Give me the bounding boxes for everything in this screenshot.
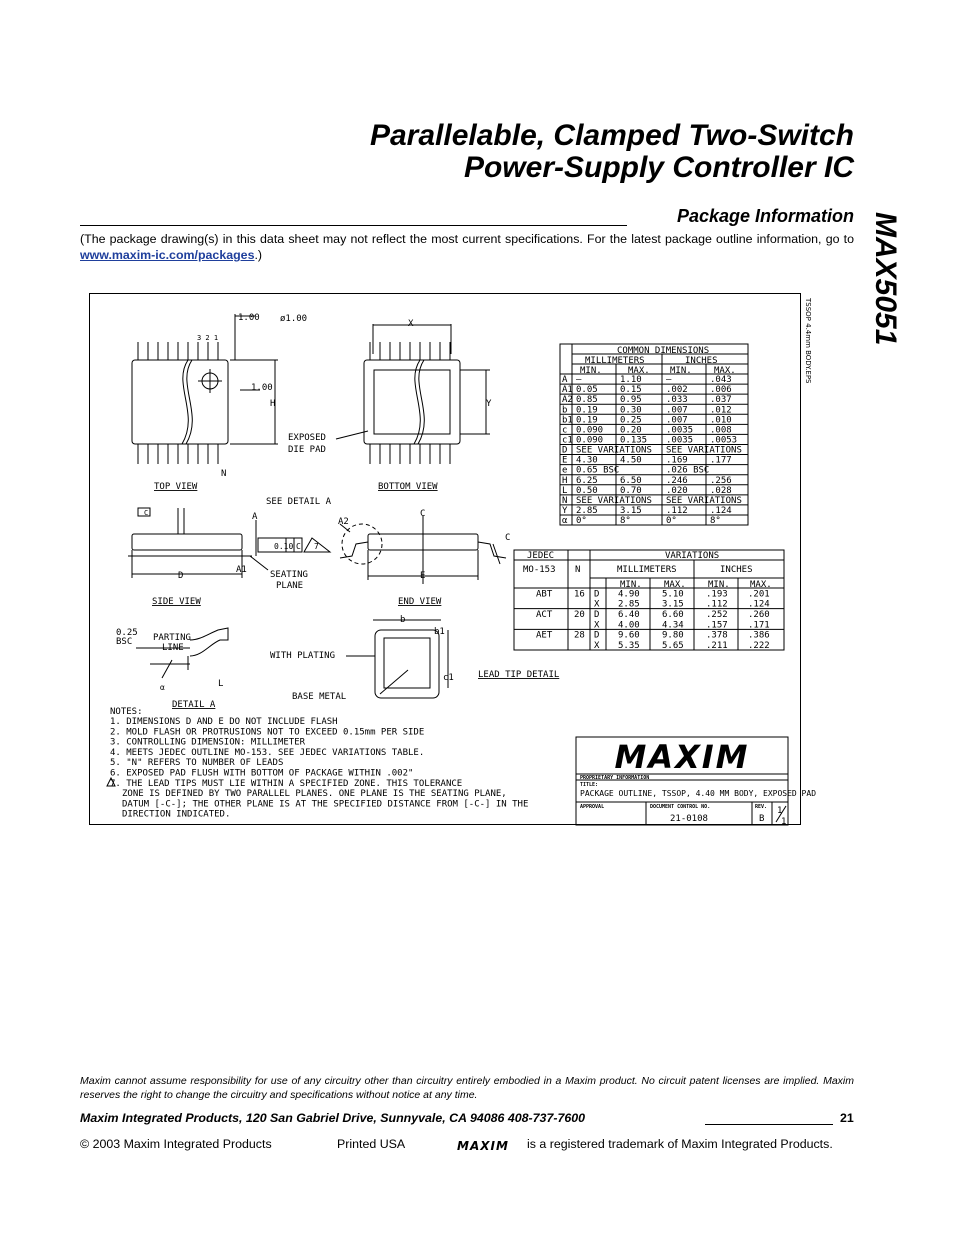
common-dims-cell: L — [562, 485, 568, 496]
common-dims-cell: .012 — [710, 405, 732, 416]
common-dims-cell: SEE VARIATIONS — [576, 495, 652, 506]
common-dims-cell: c — [562, 425, 568, 436]
label-b1: b1 — [434, 627, 445, 637]
side-view-c-box: C — [144, 509, 149, 517]
common-dims-cell: .112 — [666, 505, 688, 516]
eps-side-label — [804, 297, 812, 384]
variations-cell: 5.35 — [618, 640, 640, 651]
variations-cell: .157 — [706, 620, 728, 631]
common-dims-cell: .033 — [666, 395, 688, 406]
common-dims-cell: 0.50 — [576, 485, 598, 496]
variations-cell: 16 — [574, 589, 585, 600]
common-dims-cell: 0.05 — [576, 385, 598, 396]
maxim-logo-small — [457, 1139, 521, 1151]
package-drawing-svg — [90, 294, 817, 827]
title-line-1: Parallelable, Clamped Two-Switch — [369, 119, 854, 152]
variations-cell: .386 — [748, 630, 770, 641]
note-line: 5. "N" REFERS TO NUMBER OF LEADS — [110, 758, 284, 769]
common-dims-cell: 2.85 — [576, 505, 598, 516]
common-dims-cell: 0.85 — [576, 395, 598, 406]
doc-control-label: DOCUMENT CONTROL NO. — [650, 804, 711, 810]
variations-cell: 2.85 — [618, 599, 640, 610]
variations-cell: 5.65 — [662, 640, 684, 651]
variations-cell: .211 — [706, 640, 728, 651]
common-dims-cell: .043 — [710, 375, 732, 386]
part-number-sidebar — [868, 212, 908, 382]
approval-label: APPROVAL — [580, 804, 605, 810]
common-dims-cell: — — [576, 375, 582, 386]
variations-cell: AET — [536, 630, 553, 641]
common-dims-h0: MIN. — [580, 366, 602, 376]
common-dims-cell: SEE VARIATIONS — [666, 495, 742, 506]
variations-rows — [514, 589, 784, 651]
package-drawing — [89, 293, 817, 827]
common-dims-cell: 0.95 — [620, 395, 642, 406]
common-dims-cell: .008 — [710, 425, 732, 436]
variations-cell: X — [594, 599, 600, 610]
base-metal-label: BASE METAL — [292, 692, 347, 702]
common-dims-rows — [560, 375, 748, 526]
common-dims-cell: .0035 — [666, 435, 694, 446]
variations-cell: D — [594, 609, 600, 620]
variations-cell: .171 — [748, 620, 770, 631]
common-dims-cell: .037 — [710, 395, 732, 406]
common-dims-cell: 0.30 — [620, 405, 642, 416]
packages-link[interactable]: www.maxim-ic.com/packages — [80, 248, 255, 262]
with-plating-label: WITH PLATING — [270, 651, 336, 661]
dim-1-00-b: 1.00 — [251, 383, 273, 393]
variations-mo: MO-153 — [523, 565, 556, 575]
side-view-label: SIDE VIEW — [152, 597, 201, 607]
common-dims-cell: .007 — [666, 405, 688, 416]
common-dims-cell: A1 — [562, 385, 573, 396]
label-C-end: C — [505, 533, 511, 543]
maxim-logo-small-text: MAXIM — [457, 1139, 509, 1153]
maxim-logo: MAXIM — [614, 738, 750, 776]
title-label: TITLE: — [580, 782, 599, 788]
common-dims-cell: .0035 — [666, 425, 694, 436]
dim-0-25: 0.25 — [116, 628, 138, 638]
common-dims-h2: MIN. — [670, 366, 692, 376]
label-N: N — [221, 469, 227, 479]
label-E: E — [420, 571, 426, 581]
lead-tip-drawing — [346, 620, 448, 698]
common-dims-cell: — — [666, 375, 672, 386]
label-CL: C — [420, 509, 426, 519]
seating-label: SEATING — [270, 570, 308, 580]
variations-mm: MILLIMETERS — [617, 565, 677, 575]
variations-h1: MAX. — [664, 580, 686, 590]
common-dims-cell: .169 — [666, 455, 688, 466]
pin-numbers: 3 2 1 — [197, 334, 219, 342]
common-dims-cell: A2 — [562, 395, 573, 406]
label-alpha: α — [160, 683, 165, 692]
note-7-flag: 7 — [314, 542, 319, 551]
common-dims-cell: 0.090 — [576, 425, 604, 436]
variations-cell: X — [594, 640, 600, 651]
rev-label: REV. — [755, 804, 768, 810]
sheet-num: 1 — [777, 806, 783, 816]
common-dims-cell: 6.50 — [620, 475, 642, 486]
variations-cell: .252 — [706, 609, 728, 620]
note-line: 6. EXPOSED PAD FLUSH WITH BOTTOM OF PACKAGE WITHIN .002" — [110, 768, 414, 779]
label-A1: A1 — [236, 565, 247, 575]
common-dims-cell: e — [562, 465, 568, 476]
common-dims-cell: 0.25 — [620, 415, 642, 426]
variations-cell: ABT — [536, 589, 553, 600]
variations-cell: D — [594, 589, 600, 600]
see-detail-label: SEE DETAIL A — [266, 497, 332, 507]
page-title — [370, 120, 854, 184]
common-dims-cell: 1.10 — [620, 375, 642, 386]
common-dims-cell: 0.70 — [620, 485, 642, 496]
common-dims-cell: .006 — [710, 385, 732, 396]
note-line: DIRECTION INDICATED. — [122, 809, 231, 820]
variations-cell: 4.34 — [662, 620, 684, 631]
common-dims-title: COMMON DIMENSIONS — [617, 346, 710, 356]
variations-cell: 4.00 — [618, 620, 640, 631]
label-b: b — [400, 615, 406, 625]
variations-cell: .124 — [748, 599, 770, 610]
notes-block — [107, 707, 528, 820]
note-line: 4. MEETS JEDEC OUTLINE MO-153. SEE JEDEC VARIATIONS TABLE. — [110, 747, 425, 758]
common-dims-cell: D — [562, 445, 568, 456]
common-dims-cell: 0.19 — [576, 405, 598, 416]
common-dims-cell: α — [562, 516, 568, 527]
parting-label: PARTING — [153, 633, 191, 643]
common-dims-cell: 4.50 — [620, 455, 642, 466]
common-dims-cell: 6.25 — [576, 475, 598, 486]
common-dims-cell: .002 — [666, 385, 688, 396]
package-title: PACKAGE OUTLINE, TSSOP, 4.40 MM BODY, EXPOSED PAD — [580, 789, 817, 798]
common-dims-cell: .010 — [710, 415, 732, 426]
variations-inch: INCHES — [720, 565, 753, 575]
note-line: 2. MOLD FLASH OR PROTRUSIONS NOT TO EXCEED 0.15mm PER SIDE — [110, 727, 425, 738]
variations-cell: 6.40 — [618, 609, 640, 620]
section-title: Package Information — [676, 206, 854, 226]
variations-h3: MAX. — [750, 580, 772, 590]
common-dims-cell: A — [562, 375, 568, 386]
tolerance-datum: C — [296, 542, 301, 551]
variations-cell: .201 — [748, 589, 770, 600]
page-number: 21 — [840, 1111, 854, 1125]
label-H: H — [270, 399, 276, 409]
disclaimer: Maxim cannot assume responsibility for use of any circuitry other than circuitry entirely embodied in a Maxim product. No circuit patent licenses are implied. Maxim reserves the right to change the circuitry and specifications without notice at any time. — [80, 1075, 854, 1101]
note-line: ZONE IS DEFINED BY TWO PARALLEL PLANES. ONE PLANE IS THE SEATING PLANE, — [122, 789, 507, 800]
rev-value: B — [759, 814, 765, 824]
variations-h0: MIN. — [620, 580, 642, 590]
variations-cell: .222 — [748, 640, 770, 651]
common-dims-cell: 8° — [710, 516, 721, 527]
common-dims-cell: SEE VARIATIONS — [666, 445, 742, 456]
common-dims-cell: 4.30 — [576, 455, 598, 466]
common-dims-cell: b — [562, 405, 568, 416]
common-dims-cell: b1 — [562, 415, 573, 426]
common-dims-cell: E — [562, 455, 568, 466]
doc-control-number: 21-0108 — [670, 814, 708, 824]
common-dims-cell: .0053 — [710, 435, 738, 446]
common-dims-cell: N — [562, 495, 568, 506]
common-dims-cell: .007 — [666, 415, 688, 426]
variations-cell: ACT — [536, 609, 553, 620]
common-dims-cell: 0° — [576, 516, 587, 527]
tolerance-value: 0.10 — [274, 542, 294, 551]
note-line: 3. CONTROLLING DIMENSION: MILLIMETER — [110, 737, 306, 748]
common-dims-cell: .124 — [710, 505, 732, 516]
common-dims-cell: 0.19 — [576, 415, 598, 426]
variations-cell: D — [594, 630, 600, 641]
common-dims-cell: 3.15 — [620, 505, 642, 516]
section-rule — [80, 225, 627, 226]
variations-cell: 9.60 — [618, 630, 640, 641]
line-label: LINE — [162, 643, 184, 653]
note-line: 7. THE LEAD TIPS MUST LIE WITHIN A SPECIFIED ZONE. THIS TOLERANCE — [110, 778, 463, 789]
end-view-label: END VIEW — [398, 597, 442, 607]
label-D: D — [178, 571, 184, 581]
variations-cell: 28 — [574, 630, 585, 641]
bottom-view-drawing — [336, 324, 490, 444]
detail-a-label: DETAIL A — [172, 700, 216, 710]
variations-h2: MIN. — [708, 580, 730, 590]
common-dims-cell: H — [562, 475, 568, 486]
top-view-label: TOP VIEW — [154, 482, 198, 492]
title-line-2: Power-Supply Controller IC — [463, 151, 854, 184]
note-line: DATUM [-C-]; THE OTHER PLANE IS AT THE SPECIFIED DISTANCE FROM [-C-] IN THE — [122, 799, 529, 810]
part-number: MAX5051 — [869, 212, 902, 346]
exposed-pad-label: EXPOSED — [288, 433, 326, 443]
note-line: 1. DIMENSIONS D AND E DO NOT INCLUDE FLASH — [110, 717, 338, 727]
common-dims-cell: 0° — [666, 516, 677, 527]
common-dims-cell: .256 — [710, 475, 732, 486]
variations-cell: .378 — [706, 630, 728, 641]
common-dims-cell: 0.135 — [620, 435, 648, 446]
variations-cell: 3.15 — [662, 599, 684, 610]
variations-cell: 9.80 — [662, 630, 684, 641]
common-dims-cell: SEE VARIATIONS — [576, 445, 652, 456]
common-dims-cell: .028 — [710, 485, 732, 496]
common-dims-h3: MAX. — [714, 366, 736, 376]
notes-heading: NOTES: — [110, 707, 143, 717]
variations-cell: .112 — [706, 599, 728, 610]
intro-text: (The package drawing(s) in this data sheet may not reflect the most current specifications. For the latest package outline information, go to — [80, 232, 854, 246]
label-A2: A2 — [338, 517, 349, 527]
bsc-label: BSC — [116, 637, 133, 647]
common-dims-mm: MILLIMETERS — [585, 356, 645, 366]
variations-table — [514, 550, 784, 651]
common-dims-cell: 0.65 BSC — [576, 465, 620, 476]
dim-1-00-a: 1.00 — [238, 313, 260, 323]
title-block — [576, 737, 816, 827]
variations-cell: 6.60 — [662, 609, 684, 620]
common-dims-cell: c1 — [562, 435, 573, 446]
common-dims-cell: Y — [562, 505, 568, 516]
intro-paragraph — [80, 231, 854, 263]
copyright: © 2003 Maxim Integrated Products — [80, 1137, 272, 1151]
variations-jedec: JEDEC — [527, 551, 555, 561]
common-dims-cell: .026 BSC — [666, 465, 710, 476]
variations-cell: .193 — [706, 589, 728, 600]
label-Y: Y — [486, 399, 492, 409]
label-A: A — [252, 512, 258, 522]
common-dims-cell: 0.15 — [620, 385, 642, 396]
notes-items — [110, 717, 528, 820]
footer-rule — [705, 1124, 833, 1125]
plane-label: PLANE — [276, 581, 304, 591]
variations-n: N — [575, 565, 581, 575]
variations-cell: 5.10 — [662, 589, 684, 600]
exposed-pad-label-2: DIE PAD — [288, 445, 326, 455]
proprietary-label: PROPRIETARY INFORMATION — [580, 775, 650, 781]
footer-address: Maxim Integrated Products, 120 San Gabriel Drive, Sunnyvale, CA 94086 408-737-7600 — [80, 1111, 586, 1125]
sheet-den: 1 — [781, 817, 787, 827]
variations-title: VARIATIONS — [665, 551, 720, 561]
common-dims-cell: 0.20 — [620, 425, 642, 436]
variations-cell: .260 — [748, 609, 770, 620]
common-dims-h1: MAX. — [628, 366, 650, 376]
variations-cell: X — [594, 620, 600, 631]
dim-diameter: ø1.00 — [280, 314, 308, 324]
trademark-text: is a registered trademark of Maxim Integrated Products. — [527, 1137, 833, 1151]
printed-usa: Printed USA — [337, 1137, 406, 1151]
label-L: L — [218, 679, 224, 689]
intro-end: .) — [254, 248, 263, 262]
variations-cell: 4.90 — [618, 589, 640, 600]
common-dims-cell: 8° — [620, 516, 631, 527]
lead-tip-label: LEAD TIP DETAIL — [478, 670, 560, 680]
label-c1: c1 — [443, 673, 454, 683]
eps-side-text: TSSOP 4.4mm BODY.EPS — [804, 298, 812, 384]
variations-cell: 20 — [574, 609, 585, 620]
common-dimensions-table — [560, 344, 748, 526]
common-dims-cell: .020 — [666, 485, 688, 496]
common-dims-cell: .246 — [666, 475, 688, 486]
common-dims-cell: .177 — [710, 455, 732, 466]
common-dims-inch: INCHES — [685, 356, 718, 366]
label-X: X — [408, 319, 414, 329]
bottom-view-label: BOTTOM VIEW — [378, 482, 438, 492]
common-dims-cell: 0.090 — [576, 435, 604, 446]
